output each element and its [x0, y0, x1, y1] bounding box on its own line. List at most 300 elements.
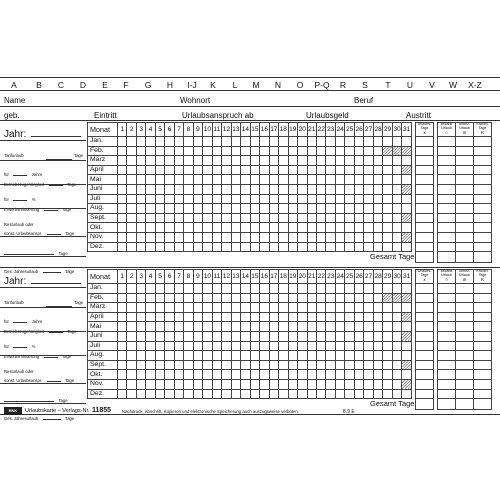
- day-cell[interactable]: [288, 137, 297, 147]
- day-cell[interactable]: [193, 303, 202, 313]
- day-cell[interactable]: [354, 165, 363, 175]
- day-cell[interactable]: [269, 379, 278, 389]
- day-cell[interactable]: [184, 360, 193, 370]
- summary-cell[interactable]: [438, 370, 456, 380]
- day-cell[interactable]: [174, 184, 183, 194]
- day-cell[interactable]: [146, 360, 155, 370]
- day-cell[interactable]: [222, 146, 231, 156]
- day-cell[interactable]: [383, 389, 392, 399]
- day-cell[interactable]: [288, 370, 297, 380]
- alphabet-letter[interactable]: F: [123, 80, 129, 90]
- day-cell[interactable]: [279, 312, 288, 322]
- day-cell[interactable]: [136, 370, 145, 380]
- day-cell[interactable]: [298, 223, 307, 233]
- day-cell[interactable]: [260, 232, 269, 242]
- summary-cell[interactable]: [456, 303, 474, 313]
- day-cell[interactable]: [174, 156, 183, 166]
- day-cell[interactable]: [193, 156, 202, 166]
- day-cell[interactable]: [364, 204, 373, 214]
- summary-cell[interactable]: [456, 213, 474, 223]
- day-cell[interactable]: [316, 242, 325, 252]
- day-cell[interactable]: [345, 293, 354, 303]
- summary-cell[interactable]: [456, 175, 474, 185]
- day-cell[interactable]: [269, 284, 278, 294]
- day-cell[interactable]: [174, 389, 183, 399]
- day-cell[interactable]: [260, 223, 269, 233]
- day-cell[interactable]: [307, 165, 316, 175]
- day-cell[interactable]: [373, 184, 382, 194]
- day-cell[interactable]: [117, 146, 126, 156]
- day-cell[interactable]: [146, 389, 155, 399]
- day-cell[interactable]: [345, 204, 354, 214]
- day-cell[interactable]: [203, 370, 212, 380]
- day-cell[interactable]: [193, 242, 202, 252]
- day-cell[interactable]: [127, 242, 136, 252]
- alphabet-letter[interactable]: W: [448, 80, 458, 90]
- day-cell[interactable]: [250, 341, 259, 351]
- day-cell[interactable]: [136, 303, 145, 313]
- day-cell[interactable]: [269, 194, 278, 204]
- day-cell[interactable]: [222, 389, 231, 399]
- day-cell[interactable]: [288, 223, 297, 233]
- day-cell[interactable]: [364, 284, 373, 294]
- day-cell[interactable]: [392, 165, 401, 175]
- day-cell[interactable]: [136, 360, 145, 370]
- day-cell[interactable]: [383, 284, 392, 294]
- day-cell[interactable]: [345, 165, 354, 175]
- day-cell[interactable]: [354, 242, 363, 252]
- day-cell[interactable]: [117, 370, 126, 380]
- day-cell[interactable]: [298, 184, 307, 194]
- day-cell[interactable]: [335, 204, 344, 214]
- day-cell[interactable]: [174, 204, 183, 214]
- sonst-field[interactable]: [47, 228, 61, 235]
- day-cell[interactable]: [316, 370, 325, 380]
- day-cell[interactable]: [212, 175, 221, 185]
- day-cell[interactable]: [383, 312, 392, 322]
- day-cell[interactable]: [165, 242, 174, 252]
- day-cell[interactable]: [212, 137, 221, 147]
- day-cell[interactable]: [298, 242, 307, 252]
- summary-cell[interactable]: [474, 137, 492, 147]
- day-cell[interactable]: [402, 223, 412, 233]
- summary-cell[interactable]: [438, 213, 456, 223]
- day-cell[interactable]: [373, 360, 382, 370]
- day-cell[interactable]: [335, 194, 344, 204]
- summary-cell[interactable]: [416, 284, 434, 294]
- day-cell[interactable]: [316, 312, 325, 322]
- day-cell[interactable]: [174, 312, 183, 322]
- day-cell[interactable]: [212, 242, 221, 252]
- day-cell[interactable]: [279, 146, 288, 156]
- day-cell[interactable]: [260, 146, 269, 156]
- day-cell[interactable]: [127, 351, 136, 361]
- day-cell[interactable]: [165, 213, 174, 223]
- summary-cell[interactable]: [456, 370, 474, 380]
- day-cell[interactable]: [354, 137, 363, 147]
- summary-cell[interactable]: [474, 312, 492, 322]
- day-cell[interactable]: [184, 312, 193, 322]
- day-cell[interactable]: [364, 232, 373, 242]
- alphabet-letter[interactable]: M: [252, 80, 260, 90]
- day-cell[interactable]: [260, 194, 269, 204]
- day-cell[interactable]: [193, 284, 202, 294]
- alphabet-letter[interactable]: E: [102, 80, 108, 90]
- day-cell[interactable]: [222, 370, 231, 380]
- day-cell[interactable]: [193, 213, 202, 223]
- day-cell[interactable]: [335, 293, 344, 303]
- day-cell[interactable]: [288, 242, 297, 252]
- day-cell[interactable]: [326, 146, 335, 156]
- day-cell[interactable]: [117, 137, 126, 147]
- day-cell[interactable]: [269, 360, 278, 370]
- day-cell[interactable]: [155, 341, 164, 351]
- day-cell[interactable]: [127, 312, 136, 322]
- day-cell[interactable]: [383, 194, 392, 204]
- day-cell[interactable]: [373, 232, 382, 242]
- day-cell[interactable]: [260, 312, 269, 322]
- day-cell[interactable]: [402, 137, 412, 147]
- day-cell[interactable]: [373, 370, 382, 380]
- day-cell[interactable]: [136, 175, 145, 185]
- day-cell[interactable]: [326, 351, 335, 361]
- day-cell[interactable]: [288, 165, 297, 175]
- day-cell[interactable]: [146, 293, 155, 303]
- day-cell[interactable]: [307, 370, 316, 380]
- day-cell[interactable]: [127, 146, 136, 156]
- day-cell[interactable]: [298, 341, 307, 351]
- summary-cell[interactable]: [438, 175, 456, 185]
- day-cell[interactable]: [345, 137, 354, 147]
- day-cell[interactable]: [117, 232, 126, 242]
- day-cell[interactable]: [231, 194, 240, 204]
- day-cell[interactable]: [307, 184, 316, 194]
- summary-cell[interactable]: [456, 293, 474, 303]
- day-cell[interactable]: [279, 156, 288, 166]
- day-cell[interactable]: [212, 379, 221, 389]
- day-cell[interactable]: [241, 341, 250, 351]
- day-cell[interactable]: [127, 370, 136, 380]
- day-cell[interactable]: [307, 213, 316, 223]
- day-cell[interactable]: [155, 322, 164, 332]
- day-cell[interactable]: [127, 194, 136, 204]
- day-cell[interactable]: [335, 322, 344, 332]
- day-cell[interactable]: [316, 184, 325, 194]
- day-cell[interactable]: [146, 175, 155, 185]
- day-cell[interactable]: [298, 156, 307, 166]
- day-cell[interactable]: [354, 204, 363, 214]
- day-cell[interactable]: [146, 331, 155, 341]
- day-cell[interactable]: [383, 360, 392, 370]
- day-cell[interactable]: [307, 322, 316, 332]
- day-cell[interactable]: [146, 351, 155, 361]
- day-cell[interactable]: [117, 303, 126, 313]
- day-cell[interactable]: [345, 322, 354, 332]
- day-cell[interactable]: [231, 146, 240, 156]
- day-cell[interactable]: [279, 322, 288, 332]
- day-cell[interactable]: [383, 331, 392, 341]
- day-cell[interactable]: [222, 223, 231, 233]
- day-cell[interactable]: [335, 175, 344, 185]
- day-cell[interactable]: [146, 156, 155, 166]
- summary-cell[interactable]: [456, 341, 474, 351]
- day-cell[interactable]: [260, 284, 269, 294]
- day-cell[interactable]: [354, 389, 363, 399]
- day-cell[interactable]: [392, 360, 401, 370]
- day-cell[interactable]: [383, 156, 392, 166]
- day-cell[interactable]: [279, 370, 288, 380]
- day-cell[interactable]: [316, 331, 325, 341]
- day-cell[interactable]: [203, 284, 212, 294]
- day-cell[interactable]: [326, 303, 335, 313]
- day-cell[interactable]: [117, 242, 126, 252]
- summary-cell[interactable]: [438, 165, 456, 175]
- day-cell[interactable]: [316, 341, 325, 351]
- day-cell[interactable]: [250, 351, 259, 361]
- day-cell[interactable]: [326, 204, 335, 214]
- day-cell[interactable]: [231, 156, 240, 166]
- day-cell[interactable]: [127, 165, 136, 175]
- day-cell[interactable]: [136, 137, 145, 147]
- day-cell[interactable]: [345, 284, 354, 294]
- day-cell[interactable]: [354, 232, 363, 242]
- day-cell[interactable]: [298, 293, 307, 303]
- day-cell[interactable]: [260, 322, 269, 332]
- day-cell[interactable]: [193, 351, 202, 361]
- day-cell[interactable]: [117, 379, 126, 389]
- day-cell[interactable]: [165, 223, 174, 233]
- day-cell[interactable]: [335, 213, 344, 223]
- alphabet-letter[interactable]: K: [210, 80, 216, 90]
- day-cell[interactable]: [165, 312, 174, 322]
- day-cell[interactable]: [392, 331, 401, 341]
- day-cell[interactable]: [316, 204, 325, 214]
- alphabet-letter[interactable]: C: [57, 80, 65, 90]
- day-cell[interactable]: [335, 351, 344, 361]
- day-cell[interactable]: [307, 232, 316, 242]
- day-cell[interactable]: [260, 379, 269, 389]
- day-cell[interactable]: [146, 242, 155, 252]
- day-cell[interactable]: [127, 303, 136, 313]
- day-cell[interactable]: [193, 137, 202, 147]
- day-cell[interactable]: [117, 194, 126, 204]
- day-cell[interactable]: [335, 223, 344, 233]
- day-cell[interactable]: [279, 389, 288, 399]
- day-cell[interactable]: [383, 242, 392, 252]
- day-cell[interactable]: [392, 242, 401, 252]
- day-cell[interactable]: [212, 223, 221, 233]
- day-cell[interactable]: [222, 284, 231, 294]
- day-cell[interactable]: [364, 322, 373, 332]
- day-cell[interactable]: [307, 156, 316, 166]
- day-cell[interactable]: [241, 370, 250, 380]
- day-cell[interactable]: [184, 165, 193, 175]
- day-cell[interactable]: [373, 146, 382, 156]
- day-cell[interactable]: [212, 351, 221, 361]
- day-cell[interactable]: [326, 370, 335, 380]
- day-cell[interactable]: [117, 165, 126, 175]
- day-cell[interactable]: [203, 184, 212, 194]
- summary-cell[interactable]: [456, 242, 474, 252]
- day-cell[interactable]: [335, 137, 344, 147]
- day-cell[interactable]: [165, 351, 174, 361]
- day-cell[interactable]: [174, 379, 183, 389]
- day-cell[interactable]: [127, 379, 136, 389]
- day-cell[interactable]: [402, 351, 412, 361]
- summary-cell[interactable]: [416, 213, 434, 223]
- summary-cell[interactable]: [416, 252, 434, 263]
- day-cell[interactable]: [307, 331, 316, 341]
- day-cell[interactable]: [203, 242, 212, 252]
- day-cell[interactable]: [203, 204, 212, 214]
- day-cell[interactable]: [127, 213, 136, 223]
- day-cell[interactable]: [326, 312, 335, 322]
- day-cell[interactable]: [193, 322, 202, 332]
- day-cell[interactable]: [231, 242, 240, 252]
- day-cell[interactable]: [117, 284, 126, 294]
- day-cell[interactable]: [241, 184, 250, 194]
- day-cell[interactable]: [155, 284, 164, 294]
- summary-cell[interactable]: [416, 341, 434, 351]
- day-cell[interactable]: [288, 331, 297, 341]
- day-cell[interactable]: [279, 213, 288, 223]
- day-cell[interactable]: [345, 194, 354, 204]
- day-cell[interactable]: [269, 165, 278, 175]
- day-cell[interactable]: [279, 242, 288, 252]
- day-cell[interactable]: [117, 331, 126, 341]
- day-cell[interactable]: [260, 341, 269, 351]
- day-cell[interactable]: [326, 331, 335, 341]
- day-cell[interactable]: [326, 165, 335, 175]
- day-cell[interactable]: [174, 175, 183, 185]
- day-cell[interactable]: [269, 184, 278, 194]
- day-cell[interactable]: [117, 293, 126, 303]
- summary-cell[interactable]: [416, 303, 434, 313]
- day-cell[interactable]: [241, 156, 250, 166]
- day-cell[interactable]: [288, 184, 297, 194]
- day-cell[interactable]: [203, 341, 212, 351]
- day-cell[interactable]: [298, 322, 307, 332]
- day-cell[interactable]: [269, 223, 278, 233]
- day-cell[interactable]: [136, 223, 145, 233]
- day-cell[interactable]: [117, 322, 126, 332]
- day-cell[interactable]: [335, 184, 344, 194]
- day-cell[interactable]: [392, 322, 401, 332]
- day-cell[interactable]: [383, 204, 392, 214]
- day-cell[interactable]: [231, 360, 240, 370]
- day-cell[interactable]: [203, 360, 212, 370]
- day-cell[interactable]: [184, 137, 193, 147]
- summary-cell[interactable]: [474, 389, 492, 399]
- day-cell[interactable]: [354, 184, 363, 194]
- day-cell[interactable]: [326, 194, 335, 204]
- day-cell[interactable]: [174, 242, 183, 252]
- day-cell[interactable]: [335, 165, 344, 175]
- day-cell[interactable]: [316, 322, 325, 332]
- day-cell[interactable]: [155, 351, 164, 361]
- day-cell[interactable]: [354, 284, 363, 294]
- day-cell[interactable]: [383, 341, 392, 351]
- day-cell[interactable]: [260, 293, 269, 303]
- day-cell[interactable]: [354, 146, 363, 156]
- day-cell[interactable]: [364, 303, 373, 313]
- day-cell[interactable]: [165, 146, 174, 156]
- day-cell[interactable]: [345, 370, 354, 380]
- day-cell[interactable]: [279, 341, 288, 351]
- day-cell[interactable]: [241, 360, 250, 370]
- day-cell[interactable]: [288, 232, 297, 242]
- day-cell[interactable]: [383, 322, 392, 332]
- day-cell[interactable]: [316, 165, 325, 175]
- day-cell[interactable]: [222, 204, 231, 214]
- day-cell[interactable]: [392, 351, 401, 361]
- day-cell[interactable]: [222, 213, 231, 223]
- day-cell[interactable]: [260, 370, 269, 380]
- day-cell[interactable]: [222, 322, 231, 332]
- day-cell[interactable]: [288, 351, 297, 361]
- day-cell[interactable]: [184, 156, 193, 166]
- day-cell[interactable]: [326, 360, 335, 370]
- day-cell[interactable]: [373, 379, 382, 389]
- day-cell[interactable]: [279, 351, 288, 361]
- day-cell[interactable]: [392, 370, 401, 380]
- day-cell[interactable]: [260, 389, 269, 399]
- day-cell[interactable]: [146, 284, 155, 294]
- day-cell[interactable]: [241, 312, 250, 322]
- day-cell[interactable]: [136, 322, 145, 332]
- jahr-field[interactable]: [31, 130, 81, 137]
- day-cell[interactable]: [222, 242, 231, 252]
- day-cell[interactable]: [402, 389, 412, 399]
- day-cell[interactable]: [307, 204, 316, 214]
- day-cell[interactable]: [241, 242, 250, 252]
- day-cell[interactable]: [165, 137, 174, 147]
- day-cell[interactable]: [279, 137, 288, 147]
- day-cell[interactable]: [174, 370, 183, 380]
- summary-cell[interactable]: [474, 175, 492, 185]
- day-cell[interactable]: [250, 146, 259, 156]
- day-cell[interactable]: [117, 312, 126, 322]
- day-cell[interactable]: [364, 194, 373, 204]
- day-cell[interactable]: [250, 194, 259, 204]
- day-cell[interactable]: [250, 204, 259, 214]
- day-cell[interactable]: [373, 293, 382, 303]
- day-cell[interactable]: [241, 232, 250, 242]
- day-cell[interactable]: [383, 351, 392, 361]
- day-cell[interactable]: [354, 360, 363, 370]
- summary-cell[interactable]: [416, 360, 434, 370]
- day-cell[interactable]: [288, 322, 297, 332]
- summary-cell[interactable]: [474, 360, 492, 370]
- day-cell[interactable]: [260, 242, 269, 252]
- summary-cell[interactable]: [416, 204, 434, 214]
- day-cell[interactable]: [146, 146, 155, 156]
- day-cell[interactable]: [231, 351, 240, 361]
- jahr-field[interactable]: [31, 277, 81, 284]
- day-cell[interactable]: [345, 331, 354, 341]
- summary-cell[interactable]: [474, 331, 492, 341]
- summary-cell[interactable]: [474, 232, 492, 242]
- summary-cell[interactable]: [474, 284, 492, 294]
- alphabet-letter[interactable]: B: [36, 80, 42, 90]
- summary-cell[interactable]: [474, 252, 492, 263]
- day-cell[interactable]: [288, 284, 297, 294]
- day-cell[interactable]: [165, 322, 174, 332]
- day-cell[interactable]: [326, 137, 335, 147]
- alphabet-letter[interactable]: P-Q: [314, 80, 330, 90]
- day-cell[interactable]: [354, 322, 363, 332]
- day-cell[interactable]: [212, 331, 221, 341]
